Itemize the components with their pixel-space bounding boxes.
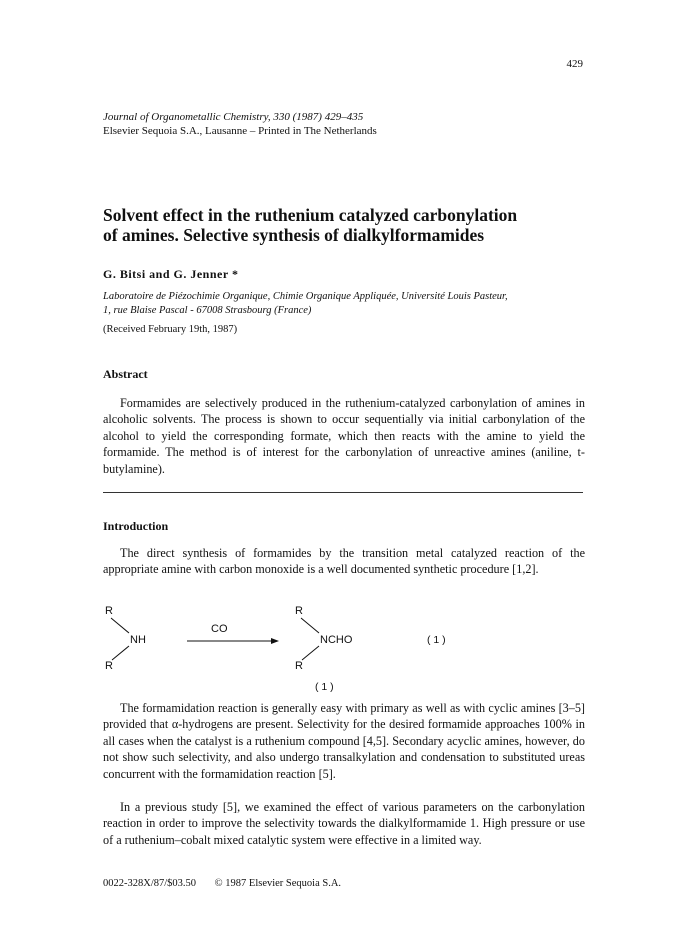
product-r-bottom: R [295, 660, 303, 672]
reactant-bond-top [111, 618, 129, 633]
journal-header [103, 110, 377, 138]
intro-para-2-text: The formamidation reaction is generally easy with primary as well as with cyclic amines [3–5] provided that α-hydrogens are present. Selectivity for the desired formamide approaches 100% in all cases when the catalyst is a ruthenium compound [4,5]. Secondary acyclic amines, however, do not show such selectivity, and also undergo transalkylation and condensation to substituted ureas concurrent with the formamidation reaction [5]. [103, 701, 585, 781]
article-title [103, 205, 583, 245]
reaction-scheme [103, 600, 585, 695]
product-bond-top [301, 618, 319, 633]
product-group: NCHO [320, 634, 353, 646]
reactant-bond-bottom [112, 646, 129, 660]
received-date: (Received February 19th, 1987) [103, 324, 238, 335]
journal-publisher: Elsevier Sequoia S.A., Lausanne – Printed in The Netherlands [103, 125, 377, 137]
intro-para-1-text: The direct synthesis of formamides by the transition metal catalyzed reaction of the appropriate amine with carbon monoxide is a well documented synthetic procedure [1,2]. [103, 546, 585, 577]
equation-number: ( 1 ) [427, 634, 446, 646]
authors: G. Bitsi and G. Jenner * [103, 267, 239, 281]
arrowhead [271, 638, 279, 644]
intro-paragraph-1 [103, 545, 585, 578]
page-number: 429 [566, 58, 583, 70]
abstract-text: Formamides are selectively produced in the ruthenium-catalyzed carbonylation of amines in alcoholic solvents. The process is shown to occur sequentially via initial carbonylation of the alcohol to yield the corresponding formate, which then reacts with the amine to yield the formamide. The method is of interest for the carbonylation of unreactive amines (aniline, t-butylamine). [103, 396, 585, 476]
reagent-label: CO [211, 623, 228, 635]
reactant-group: NH [130, 634, 146, 646]
compound-label: ( 1 ) [315, 681, 334, 693]
footer-copyright: © 1987 Elsevier Sequoia S.A. [214, 878, 342, 889]
intro-paragraph-2 [103, 700, 585, 782]
abstract-heading: Abstract [103, 367, 148, 381]
reactant-r-bottom: R [105, 660, 113, 672]
affiliation-line-1: Laboratoire de Piézochimie Organique, Chimie Organique Appliquée, Université Louis Pasteur, [103, 291, 508, 302]
introduction-heading: Introduction [103, 519, 169, 533]
affiliation [103, 290, 583, 318]
product-bond-bottom [302, 646, 319, 660]
reactant-r-top: R [105, 605, 113, 617]
title-line-2: of amines. Selective synthesis of dialkylformamides [103, 225, 485, 245]
abstract-body [103, 395, 585, 477]
footer [103, 878, 357, 889]
affiliation-line-2: 1, rue Blaise Pascal - 67008 Strasbourg (France) [103, 305, 312, 316]
journal-citation: Journal of Organometallic Chemistry, 330 (1987) 429–435 [103, 111, 364, 123]
title-line-1: Solvent effect in the ruthenium catalyzed carbonylation [103, 205, 518, 225]
intro-para-3-text: In a previous study [5], we examined the effect of various parameters on the carbonylation reaction in order to improve the selectivity towards the dialkylformamide 1. High pressure or use of a ruthenium–cobalt mixed catalytic system were effective in a limited way. [103, 800, 585, 847]
product-r-top: R [295, 605, 303, 617]
section-divider [103, 492, 583, 493]
intro-paragraph-3 [103, 799, 585, 848]
footer-code: 0022-328X/87/$03.50 [103, 878, 197, 889]
